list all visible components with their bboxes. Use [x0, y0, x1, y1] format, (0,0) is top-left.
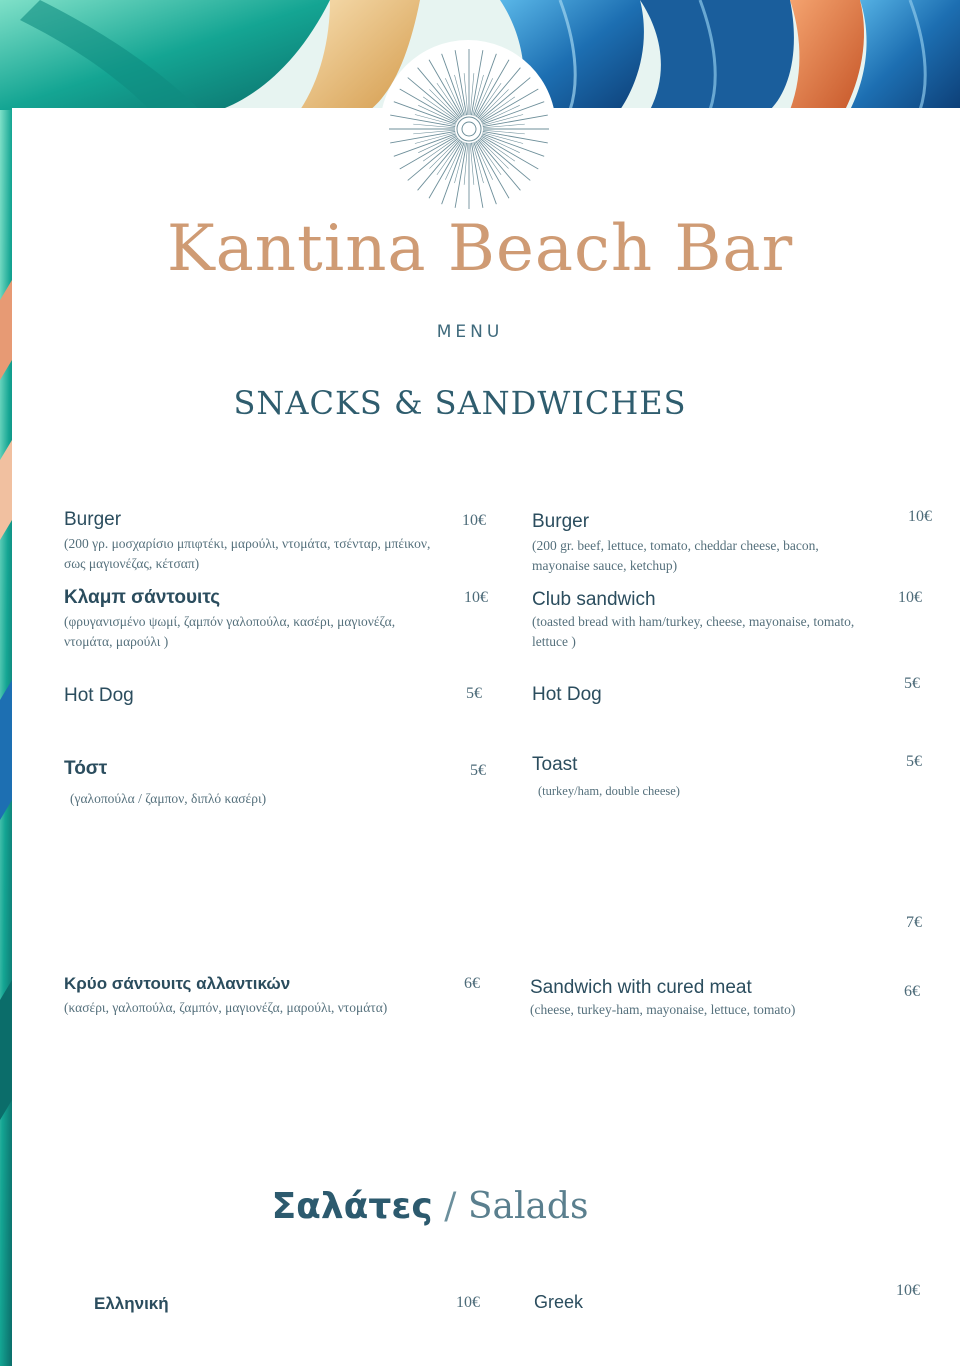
item-description: (200 γρ. μοσχαρίσιο μπιφτέκι, μαρούλι, ντομάτα, τσένταρ, μπέικον, σως μαγιονέζας, κέτσαπ) [64, 536, 431, 571]
item-price: 10€ [898, 589, 922, 606]
item-name: Burger [532, 511, 590, 532]
sun-ray [413, 124, 455, 128]
sun-ray [464, 143, 468, 185]
item-price-unlabeled: 7€ [906, 914, 922, 931]
menu-card [12, 108, 960, 1366]
item-name: Hot Dog [532, 684, 602, 705]
sun-ray [413, 130, 455, 134]
sun-icon [384, 44, 554, 214]
item-description: (toasted bread with ham/turkey, cheese, mayonaise, tomato, lettuce ) [532, 614, 855, 649]
item-name: Sandwich with cured meat [530, 977, 752, 998]
restaurant-title: Kantina Beach Bar [166, 212, 794, 286]
item-price: 10€ [462, 512, 486, 529]
item-price: 10€ [908, 508, 932, 525]
item-description: (turkey/ham, double cheese) [538, 784, 680, 798]
menu-item-gr-greek-salad [94, 1292, 169, 1316]
sun-ray [470, 73, 474, 115]
item-name: Ελληνική [94, 1294, 169, 1313]
item-price: 5€ [466, 685, 482, 702]
salads-title-english: Salads [467, 1186, 589, 1227]
sun-ray [480, 78, 531, 120]
item-name: Greek [534, 1292, 584, 1312]
salads-title-separator: / [444, 1186, 457, 1227]
sun-ray [478, 68, 520, 119]
menu-item-gr-burger [64, 508, 434, 574]
sun-ray [408, 78, 459, 120]
menu-item-en-burger [532, 510, 872, 576]
item-name: Κλαμπ σάντουιτς [64, 587, 221, 608]
section-heading-snacks: SNACKS & SANDWICHES [233, 384, 687, 422]
item-price: 5€ [906, 753, 922, 770]
item-price: 6€ [464, 975, 480, 992]
item-price: 5€ [470, 762, 486, 779]
item-name: Burger [64, 509, 122, 530]
item-price: 10€ [896, 1282, 920, 1299]
item-name: Τόστ [64, 758, 108, 779]
sun-ray [464, 73, 468, 115]
sun-ray [478, 140, 520, 191]
menu-item-gr-hotdog [64, 684, 434, 708]
item-name: Club sandwich [532, 589, 656, 610]
item-description: (φρυγανισμένο ψωμί, ζαμπόν γαλοπούλα, κασέρι, μαγιονέζα, ντομάτα, μαρούλι ) [64, 614, 396, 649]
item-description: (γαλοπούλα / ζαμπον, διπλό κασέρι) [70, 791, 267, 806]
item-price: 5€ [904, 675, 920, 692]
sun-ray [483, 130, 525, 134]
item-name: Κρύο σάντουιτς αλλαντικών [64, 974, 291, 993]
menu-item-gr-cold-sandwich [64, 972, 434, 1018]
item-description: (κασέρι, γαλοπούλα, ζαμπόν, μαγιονέζα, μαρούλι, ντομάτα) [64, 1000, 388, 1015]
salads-title-greek: Σαλάτες [271, 1186, 433, 1227]
sun-ray [483, 124, 525, 128]
sun-core [462, 122, 476, 136]
menu-subtitle: MENU [436, 322, 504, 342]
menu-item-en-cured-meat [530, 976, 860, 1020]
section-heading-salads [0, 1186, 860, 1227]
menu-item-en-club [532, 588, 872, 652]
sun-ray [408, 138, 459, 180]
item-description: (200 gr. beef, lettuce, tomato, cheddar cheese, bacon, mayonaise sauce, ketchup) [532, 538, 819, 573]
menu-item-gr-club [64, 586, 434, 652]
sun-ray [480, 138, 531, 180]
sun-ray [418, 68, 460, 119]
menu-item-gr-toast [64, 757, 434, 809]
menu-item-en-toast [532, 753, 872, 801]
sun-ray [470, 143, 474, 185]
item-name: Toast [532, 754, 578, 775]
sun-core [457, 117, 481, 141]
menu-item-en-hotdog [532, 683, 872, 707]
item-price: 10€ [464, 589, 488, 606]
item-name: Hot Dog [64, 685, 134, 706]
item-price: 6€ [904, 983, 920, 1000]
item-price: 10€ [456, 1294, 480, 1311]
item-description: (cheese, turkey-ham, mayonaise, lettuce, tomato) [530, 1002, 796, 1017]
menu-item-en-greek-salad [534, 1290, 583, 1314]
sun-ray [418, 140, 460, 191]
